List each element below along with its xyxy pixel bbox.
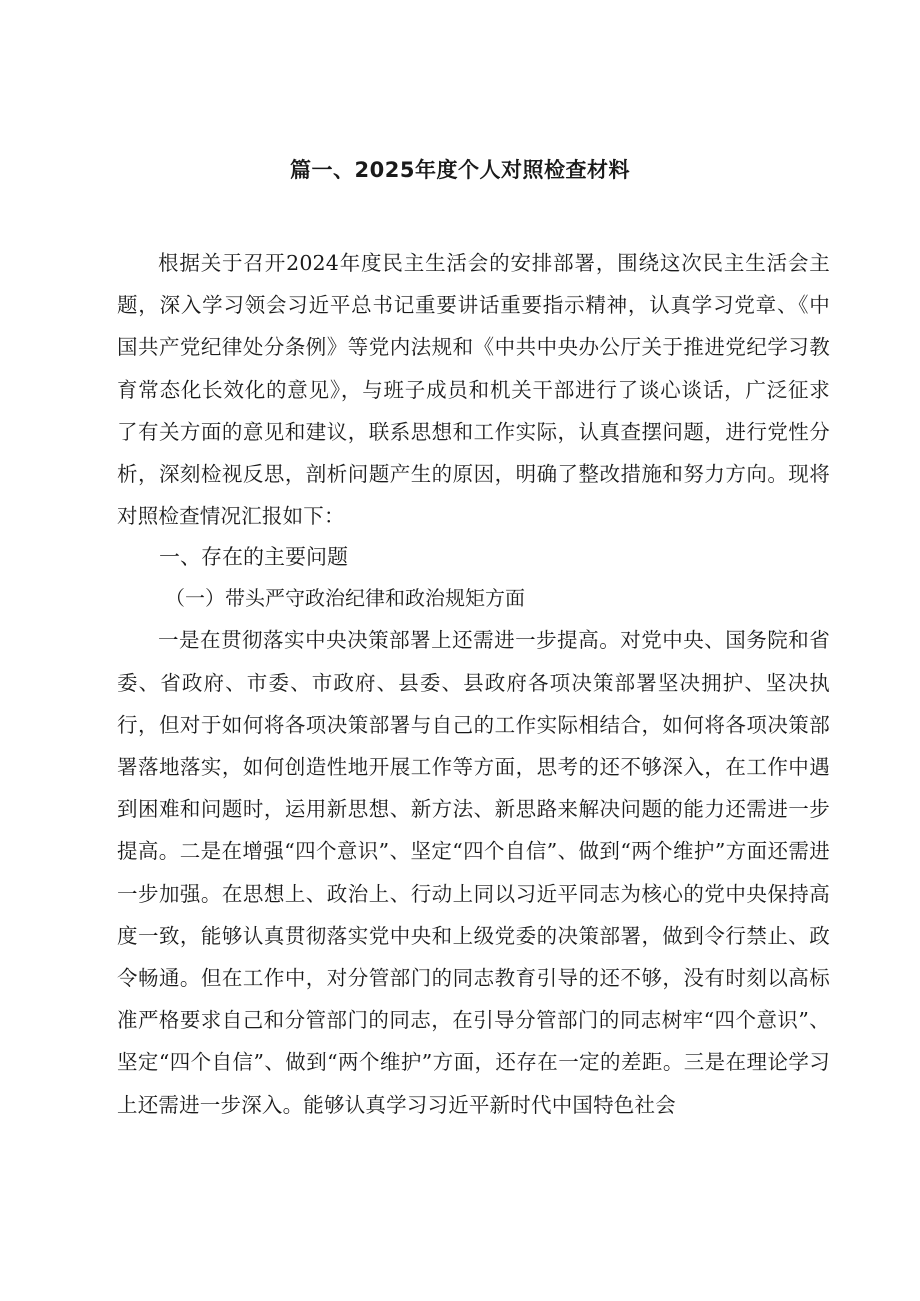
subsection-heading-political-discipline: （一）带头严守政治纪律和政治规矩方面 bbox=[165, 586, 525, 611]
document-title: 篇一、2025年度个人对照检查材料 bbox=[290, 158, 630, 182]
subsection-paragraph: 一是在贯彻落实中央决策部署上还需进一步提高。对党中央、国务院和省委、省政府、市委、市政府、县委、县政府各项决策部署坚决拥护、坚决执行，但对于如何将各项决策部署与自己的工作实际相结合，如何将各项决策部署落地落实，如何创造性地开展工作等方面，思考的还不够深入，在工作中遇到困难和问题时，运用新思想、新方法、新思路来解决问题的能力还需进一步提高。二是在增强“四个意识”、坚定“四个自信”、做到“两个维护”方面还需进一步加强。在思想上、政治上、行动上同以习近平同志为核心的党中央保持高度一致，能够认真贯彻落实党中央和上级党委的决策部署，做到令行禁止、政令畅通。但在工作中，对分管部门的同志教育引导的还不够，没有时刻以高标准严格要求自己和分管部门的同志，在引导分管部门的同志树牢“四个意识”、坚定“四个自信”、做到“两个维护”方面，还存在一定的差距。三是在理论学习上还需进一步深入。能够认真学习习近平新时代中国特色社会 bbox=[117, 628, 830, 1117]
intro-paragraph: 根据关于召开2024年度民主生活会的安排部署，围绕这次民主生活会主题，深入学习领会习近平总书记重要讲话重要指示精神，认真学习党章、《中国共产党纪律处分条例》等党内法规和《中共中央办公厅关于推进党纪学习教育常态化长效化的意见》，与班子成员和机关干部进行了谈心谈话，广泛征求了有关方面的意见和建议，联系思想和工作实际，认真查摆问题，进行党性分析，深刻检视反思，剖析问题产生的原因，明确了整改措施和努力方向。现将对照检查情况汇报如下： bbox=[117, 251, 830, 529]
document-body bbox=[117, 242, 830, 1126]
section-heading-problems: 一、存在的主要问题 bbox=[159, 545, 348, 570]
